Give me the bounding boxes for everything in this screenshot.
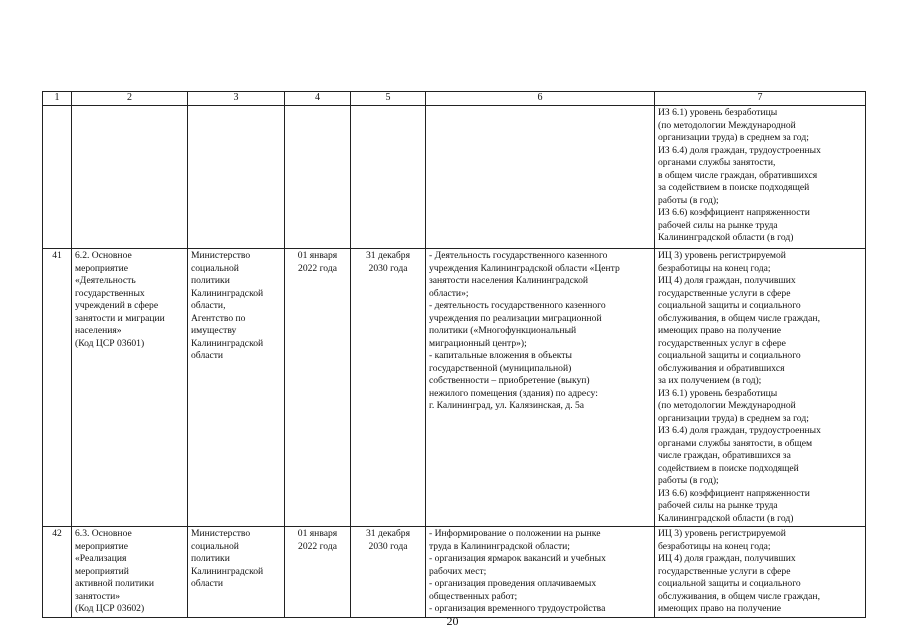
activity-content: - Информирование о положении на рынке труда в Калининградской области; - организация ярмарок вакансий и учебных рабочих мест; - организация проведения оплачиваемых общественных работ; - организация временного трудоустройства	[426, 527, 655, 618]
cont-cell-start	[285, 106, 351, 249]
header-col-7: 7	[655, 92, 866, 106]
table-row	[43, 527, 866, 618]
header-col-4: 4	[285, 92, 351, 106]
start-date: 01 января 2022 года	[285, 527, 351, 618]
header-row	[43, 92, 866, 106]
responsible-executor: Министерство социальной политики Калининградской области, Агентство по имуществу Калининградской области	[188, 249, 285, 527]
cont-cell-end	[351, 106, 426, 249]
responsible-executor: Министерство социальной политики Калининградской области	[188, 527, 285, 618]
start-date: 01 января 2022 года	[285, 249, 351, 527]
end-date: 31 декабря 2030 года	[351, 249, 426, 527]
table-row	[43, 249, 866, 527]
activity-content: - Деятельность государственного казенного учреждения Калининградской области «Центр занятости населения Калининградской области»; - деятельность государственного казенного учреждения по реализации миграционной политики («Многофункциональный миграционный центр»); - капитальные вложения в объекты государственной (муниципальной) собственности – приобретение (выкуп) нежилого помещения (здания) по адресу: г. Калининград, ул. Калязинская, д. 5а	[426, 249, 655, 527]
header-col-6: 6	[426, 92, 655, 106]
end-date: 31 декабря 2030 года	[351, 527, 426, 618]
header-col-1: 1	[43, 92, 72, 106]
cont-cell-name	[72, 106, 188, 249]
row-number: 42	[43, 527, 72, 618]
continuation-row	[43, 106, 866, 249]
header-col-5: 5	[351, 92, 426, 106]
program-activities-table	[42, 91, 866, 618]
cont-cell-content	[426, 106, 655, 249]
indicators: ИЦ 3) уровень регистрируемой безработицы на конец года; ИЦ 4) доля граждан, получивших государственные услуги в сфере социальной защиты и социального обслуживания, в общем числе граждан, имеющих право на получение государственных услуг в сфере социальной защиты и социального обслуживания и обратившихся за их получением (в год); ИЗ 6.1) уровень безработицы (по методологии Международной организации труда) в среднем за год; ИЗ 6.4) доля граждан, трудоустроенных органами службы занятости, в общем числе граждан, обратившихся за содействием в поиске подходящей работы (в год); ИЗ 6.6) коэффициент напряженности рабочей силы на рынке труда Калининградской области (в год)	[655, 249, 866, 527]
page-number: 20	[446, 614, 459, 628]
cont-cell-indicators: ИЗ 6.1) уровень безработицы (по методологии Международной организации труда) в среднем за год; ИЗ 6.4) доля граждан, трудоустроенных органами службы занятости, в общем числе граждан, обратившихся за содействием в поиске подходящей работы (в год); ИЗ 6.6) коэффициент напряженности рабочей силы на рынке труда Калининградской области (в год)	[655, 106, 866, 249]
cont-cell-num	[43, 106, 72, 249]
activity-name: 6.2. Основное мероприятие «Деятельность государственных учреждений в сфере занятости и миграции населения» (Код ЦСР 03601)	[72, 249, 188, 527]
indicators: ИЦ 3) уровень регистрируемой безработицы на конец года; ИЦ 4) доля граждан, получивших государственные услуги в сфере социальной защиты и социального обслуживания, в общем числе граждан, имеющих право на получение	[655, 527, 866, 618]
cont-cell-executor	[188, 106, 285, 249]
row-number: 41	[43, 249, 72, 527]
header-col-3: 3	[188, 92, 285, 106]
activity-name: 6.3. Основное мероприятие «Реализация мероприятий активной политики занятости» (Код ЦСР 03602)	[72, 527, 188, 618]
header-col-2: 2	[72, 92, 188, 106]
